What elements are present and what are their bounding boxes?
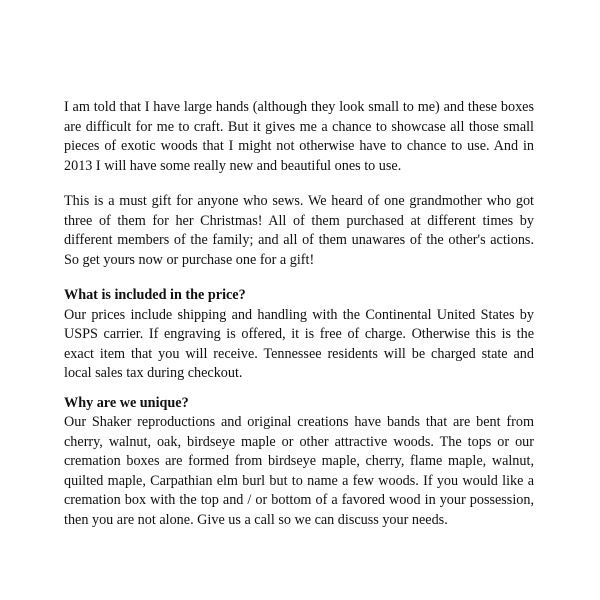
gift-paragraph: This is a must gift for anyone who sews. We heard of one grandmother who got three of them for her Christmas! All of them purchased at different times by different members of the family; and all of them unawares of the other's actions. So get yours now or purchase one for a gift! xyxy=(64,193,534,268)
intro-paragraph: I am told that I have large hands (although they look small to me) and these boxes are difficult for me to craft. But it gives me a chance to showcase all those small pieces of exotic woods that I might not otherwise have to chance to use. And in 2013 I will have some really new and beautiful ones to use. xyxy=(64,99,534,174)
unique-section xyxy=(64,394,534,531)
price-paragraph: Our prices include shipping and handling with the Continental United States by USPS carrier. If engraving is offered, it is free of charge. Otherwise this is the exact item that you will receive. Tennessee residents will be charged state and local sales tax during checkout. xyxy=(64,306,534,381)
unique-heading: Why are we unique? xyxy=(64,394,189,411)
price-heading: What is included in the price? xyxy=(64,287,246,303)
document-body xyxy=(64,98,534,540)
unique-paragraph: Our Shaker reproductions and original creations have bands that are bent from cherry, walnut, oak, birdseye maple or other attractive woods. The tops or our cremation boxes are formed from birdseye maple, cherry, flame maple, walnut, quilted maple, Carpathian elm burl but to name a few woods. If you would like a cremation box with the top and / or bottom of a favored wood in your possession, then you are not alone. Give us a call so we can discuss your needs. xyxy=(64,414,534,528)
price-section xyxy=(64,286,534,384)
